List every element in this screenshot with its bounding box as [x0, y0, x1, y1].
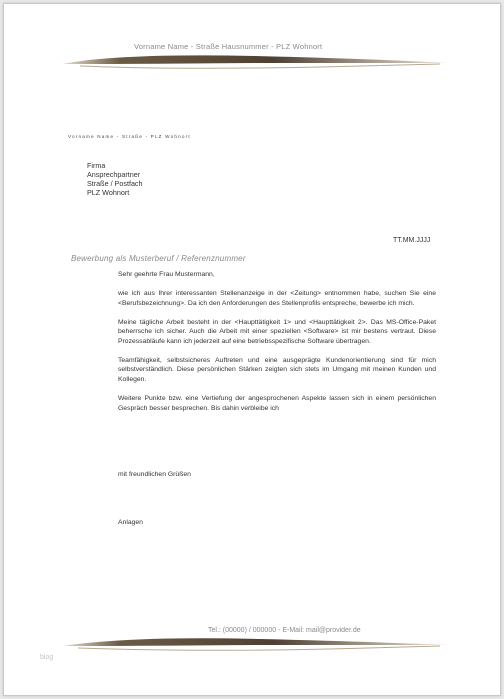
paragraph-3: Teamfähigkeit, selbstsicheres Auftreten und eine ausgeprägte Kundenorientierung sind für mich selbstverständlich. Diese persönlichen Stärken zeigten sich stets im Umgang mit meinen Kunden und Kollegen. [118, 357, 436, 383]
subject-line: Bewerbung als Musterberuf / Referenznummer [71, 254, 246, 263]
closing-line: mit freundlichen Grüßen [118, 471, 191, 478]
letter-page [3, 3, 501, 696]
watermark: blog [40, 654, 54, 661]
letter-date: TT.MM.JJJJ [393, 237, 431, 244]
footer-contact-line: Tel.: (00000) / 000000 - E-Mail: mail@provider.de [208, 627, 361, 634]
paragraph-2: Meine tägliche Arbeit besteht in der <Haupttätigkeit 1> und <Haupttätigkeit 2>. Das MS-Office-Paket beherrsche ich sicher. Auch die Arbeit mit einer speziellen <Software> ist mir bestens vertraut. Diese Prozessabläufe kann ich jederzeit auf eine betriebsspezifische Software übertragen. [118, 319, 436, 345]
sender-header-line: Vorname Name - Straße Hausnummer - PLZ Wohnort [134, 42, 323, 51]
return-address-line: Vorname Name - Straße - PLZ Wohnort [68, 134, 191, 139]
letter-body [118, 270, 436, 423]
top-swoosh-decoration [60, 48, 450, 76]
paragraph-4: Weitere Punkte bzw. eine Vertiefung der angesprochenen Aspekte lassen sich in einem persönlichen Gespräch besser besprechen. Bis dahin verbleibe ich [118, 395, 436, 412]
attachments-label: Anlagen [118, 519, 143, 526]
recipient-contact: Ansprechpartner [87, 170, 141, 179]
recipient-city: PLZ Wohnort [87, 188, 130, 197]
bottom-swoosh-decoration [60, 633, 450, 657]
paragraph-1: wie ich aus Ihrer interessanten Stellenanzeige in der <Zeitung> entnommen habe, suchen Sie eine <Berufsbezeichnung>. Da ich den Anforderungen des Stellenprofils entspreche, bewerbe ich mich. [118, 290, 436, 307]
salutation: Sehr geehrte Frau Mustermann, [118, 271, 215, 278]
recipient-company: Firma [87, 161, 106, 170]
recipient-street: Straße / Postfach [87, 179, 143, 188]
recipient-address [87, 161, 143, 197]
